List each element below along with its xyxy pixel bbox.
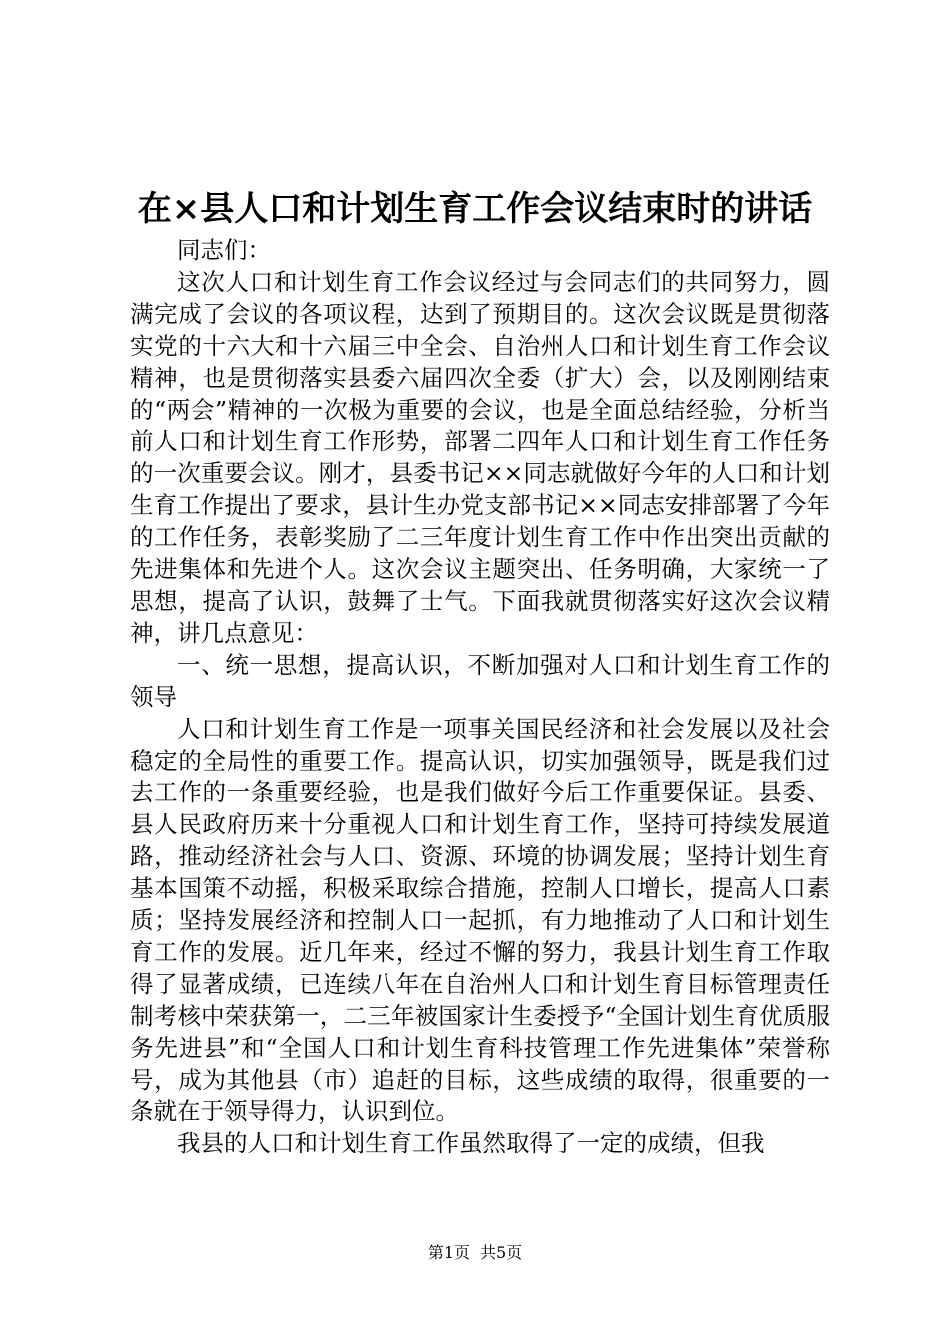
page-total: 共5页 bbox=[480, 1243, 523, 1262]
document-body bbox=[130, 235, 830, 1160]
section-heading-paragraph: 一、统一思想，提高认识，不断加强对人口和计划生育工作的领导 bbox=[130, 650, 830, 711]
body-paragraph: 我县的人口和计划生育工作虽然取得了一定的成绩，但我 bbox=[177, 1129, 765, 1158]
document-title: 在×县人口和计划生育工作会议结束时的讲话 bbox=[137, 189, 813, 229]
page-footer bbox=[0, 1242, 950, 1264]
salutation-paragraph: 同志们： bbox=[177, 236, 271, 264]
body-paragraph: 人口和计划生育工作是一项事关国民经济和社会发展以及社会稳定的全局性的重要工作。提高认识，切实加强领导，既是我们过去工作的一条重要经验，也是我们做好今后工作重要保证。县委、县人民政府历来十分重视人口和计划生育工作，坚持可持续发展道路，推动经济社会与人口、资源、环境的协调发展；坚持计划生育基本国策不动摇，积极采取综合措施，控制人口增长，提高人口素质；坚持发展经济和控制人口一起抓，有力地推动了人口和计划生育工作的发展。近几年来，经过不懈的努力，我县计划生育工作取得了显著成绩，已连续八年在自治州人口和计划生育目标管理责任制考核中荣获第一，二三年被国家计生委授予“全国计划生育优质服务先进县”和“全国人口和计划生育科技管理工作先进集体”荣誉称号，成为其他县（市）追赶的目标，这些成绩的取得，很重要的一条就在于领导得力，认识到位。 bbox=[130, 714, 830, 1126]
body-paragraph: 这次人口和计划生育工作会议经过与会同志们的共同努力，圆满完成了会议的各项议程，达到了预期目的。这次会议既是贯彻落实党的十六大和十六届三中全会、自治州人口和计划生育工作会议精神，也是贯彻落实县委六届四次全委（扩大）会，以及刚刚结束的“两会”精神的一次极为重要的会议，也是全面总结经验，分析当前人口和计划生育工作形势，部署二四年人口和计划生育工作任务的一次重要会议。刚才，县委书记××同志就做好今年的人口和计划生育工作提出了要求，县计生办党支部书记××同志安排部署了今年的工作任务，表彰奖励了二三年度计划生育工作中作出突出贡献的先进集体和先进个人。这次会议主题突出、任务明确，大家统一了思想，提高了认识，鼓舞了士气。下面我就贯彻落实好这次会议精神，讲几点意见： bbox=[130, 267, 830, 647]
page-number: 第1页 bbox=[427, 1243, 470, 1262]
